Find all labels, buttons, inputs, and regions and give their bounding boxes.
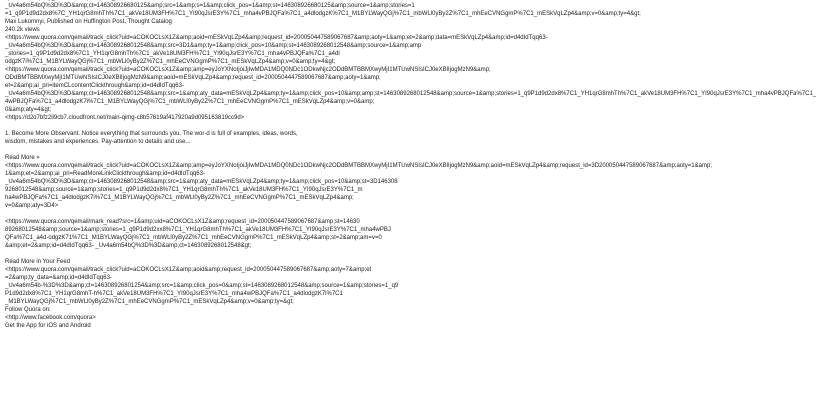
tracking-link-line[interactable]: _Uv4a6m54bQ%3D%3D&amp;ct=1463089268012548&amp;src=1&amp;aty_data=mESkVqLZp4&amp;ty=1&amp;click_pos=10&amp;st=3D146308 (5, 179, 398, 185)
tracking-link-line[interactable]: <https://www.quora.com/qemail/track_click?uid=aCOKOCLsX1Z&amp;amp=eyJoYXNoIjoiJjIwMDA1MDQ0NDc1ODkwNjc2ODdBMTBBMXwyMjI1MTUwNSIsICJ0eXBlIjogMzN9&amp; (5, 67, 491, 73)
tracking-link-line[interactable]: 9268012548&amp;source=1&amp;stories=1_q9P1d9d2dx8%7C1_YH1qrG8mhTh%7C1_akVe18UM3FH%7C1_YI90qJsrE3Y%7C1_m (5, 187, 363, 193)
tracking-link-line[interactable]: ha4wPBJQFa%7C1_a4dlodgzK7i%7C1_M1BYLWayQGj%7C1_mbWLl0yBy2Z%7C1_mhEeCVNGgmP%7C1_mESkVqLZp4&amp; (5, 195, 354, 201)
mark-read-link[interactable]: 89268012548&amp;source=1&amp;stories=1_q9P1d9d2xx8%7C1_YH1qrG8mhTh%7C1_akVe18UM3FH%7C1_YI90qJsrE3Y%7C1_mha4wPBJ (5, 227, 391, 233)
answer-excerpt: wisdom, mistakes and experiences. Pay-attention to details and use... (5, 139, 191, 145)
mark-read-link[interactable]: <https://www.quora.com/qemail/mark_read?src=1&amp;uid=aCOKOCLsX1Z&amp;request_id=200050447589067687&amp;st=14630 (5, 219, 360, 225)
tracking-link-line[interactable]: 4wPBJQFa%7C1_a4dlodgzK7i%7C1_M1BYLWayQGj%7C1_mbWLl0yBy2Z%7C1_mhEeCVNGgmP%7C1_mESkVqLZp4&amp;v=0&amp; (5, 99, 375, 105)
tracking-link-line[interactable]: =1_q9P1d9d2dx8%7C_YH1qrG8mhTh%7C1_akVe18UM3FH%7C1_YI90qJsrE3Y%7C1_mha4vPBJQFa%7C1_a4dlodgzK%7C1_M1BYLWayQGj%7C1_mbWLl0yBy2Z%7C1_mhEeCVNGgmP%7C1_mESkVqLZp4&amp;v=0&amp;ty=4&gt; (5, 11, 641, 17)
answer-excerpt: 1. Become More Observant. Notice everything that surrounds you. The wor-d is full of examples, ideas, words, (5, 131, 298, 137)
tracking-link-line[interactable]: _Uv4a6m54bQ%3D%3D&amp;ct=146308926680125&amp;src=1&amp;s=1&amp;click_pos=1&amp;st=146308926680125&amp;source=1&amp;stories=1 (5, 3, 415, 9)
tracking-link-line[interactable]: _stories=1_q9P1d9d2dx8%7C1_YH1qrG8mhTh%7C1_akVe18UM3FH%7C1_YI90qJsrE3Y%7C1_mha4vPBJQFa%7C1_a4dl (5, 51, 340, 57)
tracking-link-line[interactable]: _Uv4a6m54b-%3D%3D&amp;ct=146308926801254&amp;src=1&amp;click_pos=0&amp;st=1463089268012548&amp;source=1&amp;stories=1_q9 (5, 283, 399, 289)
tracking-link-line[interactable]: v=0&amp;aty=3D4> (5, 203, 59, 209)
tracking-link-line[interactable]: _Uv4a6m54bQ%3D%3D&amp;ct=1463089268012548&amp;src=1&amp;aty_data=mESkVqLZp4&amp;ty=1&amp;click_pos=10&amp;amp;st=1463089268012548&amp;source=1&amp;stories=1_q9P1d9d2dx8%7C1_YH1qrG8mhTh%7C1_akVe18UM3FH%7C1_YI90qJsrE3Y%7C1_mha4vPBJQFa%7C1_ (5, 91, 816, 97)
image-link[interactable]: <https://d2o7bfz2il9cb7.cloudfront.net/main-qimg-c8b57619af417920a9d095163819cc9d> (5, 115, 245, 121)
facebook-link[interactable]: <http://www.facebook.com/quora> (5, 315, 96, 321)
tracking-link-line[interactable]: <https://www.quora.com/qemail/track_click?uid=aCOKOCLsX1Z&amp;amp=eyJoYXNoIjoiJjIwMDA1MDQ0NDc1ODkwNjc2ODdBMTBBMXwyMjI1MTUwNSIsICJ0eXBlIjogMzN9&amp;aoid=mESkVqLZp4&amp;request_id=3D200050447589067687&amp;aoty=1&amp; (5, 163, 712, 169)
author-byline: Max Lukomnyi, Published on Huffington Post, Thought Catalog (5, 19, 172, 25)
tracking-link-line[interactable]: <https://www.quora.com/qemail/track_click?uid=aCOKOCLsX1Z&amp;aoid=mESkVqLZp4&amp;request_id=200050447589067687&amp;aoty=1&amp;et=2&amp;data=mESkVqLZp4&amp;id=d4dIdTqq63- (5, 35, 548, 41)
tracking-link-line[interactable]: _M1BYLWayQGj%7C1_mbWLl0yBy2Z%7C1_mhEeCVNGgmP%7C1_mESkVqLZp4&amp;v=0&amp;ty=&gt; (5, 299, 294, 305)
tracking-link-line[interactable]: <https://www.quora.com/qemail/track_click?uid=aCOKOCLsX1Z&amp;aoid&amp;request_id=200050447589067687&amp;aoty=7&amp;et (5, 267, 372, 273)
tracking-link-line[interactable]: =2&amp;ty_data=&amp;id=d4dIdTqq63- (5, 275, 112, 281)
tracking-link-line[interactable]: 0&amp;aty=4&gt; (5, 107, 52, 113)
view-count: 240.2k views (5, 27, 40, 33)
get-app-link[interactable]: Get the App for iOS and Android (5, 323, 91, 329)
mark-read-link[interactable]: QFa%7C1_a4d-odgzK71%7C1_M1BYLWayQGj%7C1_mbWLl0yBy2Z%7C1_mhEeCVNGgmP%7C1_mESkVqLZp4&amp;st=2&amp;am=v=0 (5, 235, 382, 241)
mark-read-link[interactable]: &amp;et=2&amp;id=d4dIdTqq63- _Uv4a6m54bQ%3D%3D&amp;ct=1463089268012548&gt; (5, 243, 252, 249)
read-more-link[interactable]: Read More » (5, 155, 40, 161)
tracking-link-line[interactable]: ODdBMTBBMXwyMjI1MTUwNSIsICJ0eXBlIjogMzN9&amp;aoid=mESkVqLZp4&amp;request_id=2000504447589067687&amp;aoty=1&amp; (5, 75, 381, 81)
tracking-link-line[interactable]: _Uv4a6m54bQ%3D%3D&amp;ct=1463089268012548&amp;src=3D1&amp;ty=1&amp;click_pos=10&amp;st=1463089268012548&amp;source=1&amp;amp (5, 43, 422, 49)
tracking-link-line[interactable]: 1&amp;et=2&amp;ai_pri=ReadMoreLinkClickthrough&amp;id=d4dIdTqq63- (5, 171, 205, 177)
read-more-feed-link[interactable]: Read More in Your Feed (5, 259, 71, 265)
tracking-link-line[interactable]: P1d9d2dx8%7C1_YH1qrG8mhT-h%7C1_akVe18UM3FH%7C1_YI90qJsrE3Y%7C1_mha4wPBJQFa%7C1_a4dlodgzK7i%7C1 (5, 291, 343, 297)
follow-label: Follow Quora on: (5, 307, 51, 313)
tracking-link-line[interactable]: et=2&amp;ai_pri=itemCLcontentClickthrough&amp;id=d4dIdTqq63- (5, 83, 184, 89)
tracking-link-line[interactable]: odgzK7i%7C1_M1BYLWayQGj%7C1_mbWLl0yBy2Z%7C1_mhEeCVNGgmP%7C1_mESkVqLZp4&amp;v=0&amp;ty=4&gt; (5, 59, 336, 65)
